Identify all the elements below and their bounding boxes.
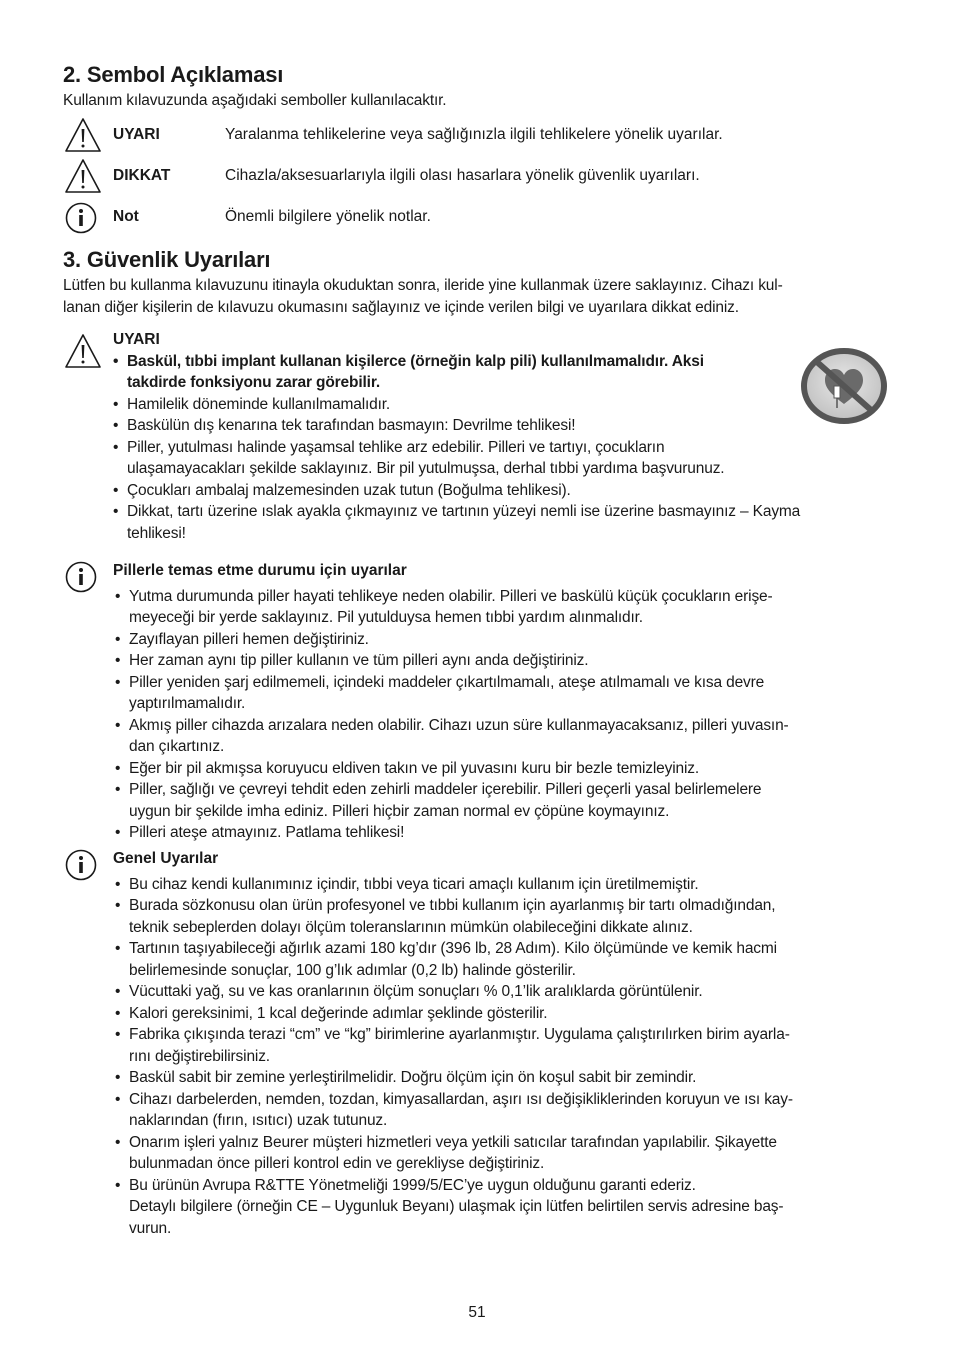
symbol-description: Önemli bilgilere yönelik notlar.	[225, 208, 431, 225]
list-item	[115, 779, 893, 822]
symbol-term: UYARI	[113, 126, 160, 143]
list-item-line: • Fabrika çıkışında terazi “cm” ve “kg” birimlerine ayarlanmıştır. Uygulama çalıştırılırken birim ayarla-	[129, 1026, 790, 1043]
warning-block-title: UYARI	[113, 331, 160, 348]
list-item-line: • Çocukları ambalaj malzemesinden uzak tutun (Boğulma tehlikesi).	[127, 481, 571, 499]
warning-block	[113, 329, 893, 544]
list-item	[115, 1089, 893, 1132]
list-item-line: • Baskül sabit bir zemine yerleştirilmelidir. Doğru ölçüm için ön koşul sabit bir zemindir.	[129, 1069, 697, 1086]
list-item-line: • Tartının taşıyabileceği ağırlık azami 180 kg’dır (396 lb, 28 Adım). Kilo ölçümünde ve kemik hacmi	[129, 940, 777, 957]
list-item	[115, 1067, 893, 1089]
symbol-description: Cihazla/aksesuarlarıyla ilgili olası hasarlara yönelik güvenlik uyarıları.	[225, 167, 700, 184]
no-pacemaker-prohibition-icon	[801, 348, 887, 424]
list-item	[113, 394, 893, 416]
list-item	[113, 501, 893, 544]
list-item-line: • Baskülün dış kenarına tek tarafından basmayın: Devrilme tehlikesi!	[127, 417, 576, 434]
general-list	[115, 874, 893, 1240]
section-2-heading: 2. Sembol Açıklaması	[63, 62, 284, 87]
list-item	[115, 715, 893, 758]
list-item-line: • Akmış piller cihazda arızalara neden olabilir. Cihazı uzun süre kullanmayacaksanız, pilleri yuvasın-	[129, 716, 789, 734]
list-item-line: meyeceği bir yerde saklayınız. Pil yutulduysa hemen tıbbi yardım alınmalıdır.	[129, 609, 643, 626]
symbol-row-not	[63, 198, 903, 238]
list-item	[115, 758, 893, 780]
list-item-line: uygun bir şekilde imha ediniz. Pilleri hiçbir zaman normal ev çöpüne koymayınız.	[129, 802, 670, 820]
list-item-line: rını değiştirebilirsiniz.	[129, 1047, 270, 1065]
list-item-line: • Dikkat, tartı üzerine ıslak ayakla çıkmayınız ve tartının yüzeyi nemli ise üzerine basmayınız – Kayma	[127, 503, 801, 520]
list-item-line: • Kalori gereksinimi, 1 kcal değerinde adımlar şeklinde gösterilir.	[129, 1004, 548, 1022]
list-item	[115, 938, 893, 981]
list-item-line: teknik sebeplerden dolayı ölçüm toleranslarının mümkün olabileceğini dikkate alınız.	[129, 918, 693, 936]
list-item-line: bulunmadan önce pilleri kontrol edin ve gerekliyse değiştiriniz.	[129, 1155, 545, 1172]
list-item	[115, 895, 893, 938]
symbol-term: Not	[113, 208, 139, 225]
symbol-description: Yaralanma tehlikelerine veya sağlığınızla ilgili tehlikelere yönelik uyarılar.	[225, 126, 723, 143]
list-item-line: belirlemesinde sonuçlar, 100 g’lık adımlar (0,2 lb) halinde gösterilir.	[129, 961, 576, 979]
list-item	[113, 351, 893, 394]
info-icon	[64, 848, 100, 884]
list-item	[115, 981, 893, 1003]
list-item	[115, 672, 893, 715]
list-item-line: naklarından (fırın, ısıtıcı) uzak tutunuz.	[129, 1112, 388, 1129]
warning-list	[113, 351, 893, 545]
battery-block-title: Pillerle temas etme durumu için uyarılar	[113, 562, 407, 579]
symbol-row-dikkat	[63, 157, 903, 197]
intro-line: Lütfen bu kullanma kılavuzunu itinayla okuduktan sonra, ileride yine kullanmak üzere saklayınız. Cihazı kul-	[63, 277, 783, 294]
general-block-title: Genel Uyarılar	[113, 850, 219, 867]
list-item-line: • Onarım işleri yalnız Beurer müşteri hizmetleri veya yetkili satıcılar tarafından yapılabilir. Şikayette	[129, 1133, 777, 1151]
list-item-line: • Bu ürünün Avrupa R&TTE Yönetmeliği 1999/5/EC’ye uygun olduğunu garanti ederiz.	[129, 1176, 696, 1194]
list-item-line: • Hamilelik döneminde kullanılmamalıdır.	[127, 395, 391, 413]
list-item	[115, 1132, 893, 1175]
list-item-line: • Her zaman aynı tip piller kullanın ve tüm pilleri aynı anda değiştiriniz.	[129, 652, 589, 669]
list-item-line: takdirde fonksiyonu zarar görebilir.	[127, 374, 380, 391]
list-item-line: • Piller, sağlığı ve çevreyi tehdit eden zehirli maddeler içerebilir. Pilleri geçerli yasal belirlemelere	[129, 781, 762, 798]
section-3-intro	[63, 275, 893, 318]
list-item-line: tehlikesi!	[127, 524, 186, 542]
list-item	[115, 1175, 893, 1240]
list-item	[115, 822, 893, 844]
warning-triangle-icon	[63, 332, 103, 370]
list-item-line: yaptırılmamalıdır.	[129, 695, 246, 712]
battery-warnings-block	[113, 560, 893, 844]
section-3-heading: 3. Güvenlik Uyarıları	[63, 247, 271, 272]
list-item	[115, 1024, 893, 1067]
symbol-term: DIKKAT	[113, 167, 171, 184]
list-item	[115, 629, 893, 651]
warning-triangle-icon	[63, 116, 103, 154]
page-number: 51	[468, 1304, 486, 1321]
list-item	[113, 437, 893, 480]
list-item	[115, 650, 893, 672]
list-item-line: • Zayıflayan pilleri hemen değiştiriniz.	[129, 630, 369, 648]
symbol-row-uyari	[63, 116, 903, 156]
list-item-line: • Yutma durumunda piller hayati tehlikeye neden olabilir. Pilleri ve baskülü küçük çocukların erişe-	[129, 587, 773, 605]
list-item-line: vurun.	[129, 1219, 172, 1237]
section-2-intro: Kullanım kılavuzunda aşağıdaki semboller kullanılacaktır.	[63, 92, 447, 109]
warning-triangle-icon	[63, 157, 103, 195]
list-item-line: ulaşamayacakları şekilde saklayınız. Bir pil yutulmuşsa, derhal tıbbi yardıma başvurunuz.	[127, 460, 725, 477]
list-item	[115, 874, 893, 896]
battery-list	[115, 586, 893, 844]
list-item-line: • Vücuttaki yağ, su ve kas oranlarının ölçüm sonuçları % 0,1’lik aralıklarda görüntülenir.	[129, 983, 703, 1000]
info-icon	[64, 201, 100, 237]
list-item-line: dan çıkartınız.	[129, 738, 225, 755]
list-item-line: • Cihazı darbelerden, nemden, tozdan, kimyasallardan, aşırı ısı değişikliklerinden koruyun ve ısı kay-	[129, 1090, 793, 1108]
list-item	[113, 415, 893, 437]
list-item-line: • Piller yeniden şarj edilmemeli, içindeki maddeler çıkartılmamalı, ateşe atılmamalı ve kısa devre	[129, 673, 765, 691]
list-item-line: • Burada sözkonusu olan ürün profesyonel ve tıbbi kullanım için ayarlanmış bir tartı olmadığından,	[129, 897, 776, 914]
list-item	[115, 586, 893, 629]
list-item-line: • Piller, yutulması halinde yaşamsal tehlike arz edebilir. Pilleri ve tartıyı, çocukların	[127, 438, 665, 456]
general-warnings-block	[113, 848, 893, 1239]
list-item-line: Detaylı bilgilere (örneğin CE – Uygunluk Beyanı) ulaşmak için lütfen belirtilen servis adresine baş-	[129, 1198, 784, 1215]
intro-line: lanan diğer kişilerin de kılavuzu okumasını sağlayınız ve içinde verilen bilgi ve uyarılara dikkat ediniz.	[63, 298, 739, 316]
list-item	[115, 1003, 893, 1025]
info-icon	[64, 560, 100, 596]
list-item-line: • Pilleri ateşe atmayınız. Patlama tehlikesi!	[129, 824, 405, 841]
list-item-line: • Eğer bir pil akmışsa koruyucu eldiven takın ve pil yuvasını kuru bir bezle temizleyiniz.	[129, 759, 700, 777]
list-item-line: • Baskül, tıbbi implant kullanan kişilerce (örneğin kalp pili) kullanılmamalıdır. Aksi	[127, 352, 704, 370]
list-item-line: • Bu cihaz kendi kullanımınız içindir, tıbbi veya ticari amaçlı kullanım için üretilmemiştir.	[129, 875, 699, 893]
list-item	[113, 480, 893, 502]
